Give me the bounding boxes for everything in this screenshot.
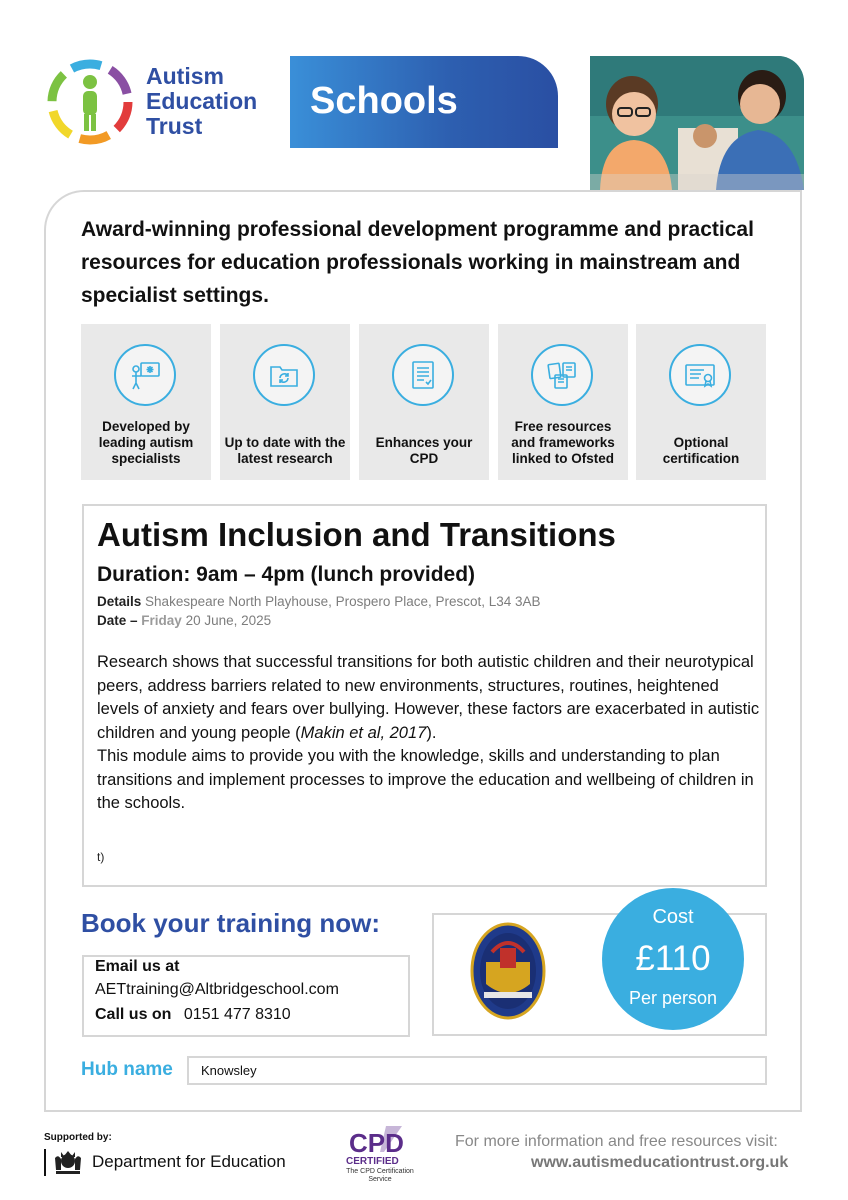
more-info-text: For more information and free resources visit: [455, 1133, 778, 1150]
cost-value: £110 [635, 939, 711, 978]
course-title: Autism Inclusion and Transitions [97, 516, 616, 553]
phone-label: Call us on [95, 1006, 172, 1023]
feature-label: Free resources and frameworks linked to Ofsted [511, 419, 615, 466]
school-crest-icon [470, 922, 546, 1020]
date-day: Friday [141, 613, 182, 628]
dfe-divider [44, 1149, 46, 1176]
details-label: Details [97, 594, 142, 609]
email-link[interactable]: AETtraining@Altbridgeschool.com [95, 981, 339, 998]
card-bottom-border [44, 1110, 802, 1112]
details-value: Shakespeare North Playhouse, Prospero Place, Prescot, L34 3AB [145, 594, 541, 609]
phone-number[interactable]: 0151 477 8310 [183, 1006, 291, 1023]
date-value: 20 June, 2025 [185, 613, 272, 628]
certificate-icon [669, 344, 731, 406]
email-label: Email us at [95, 958, 180, 975]
dfe-name: Department for Education [92, 1152, 286, 1171]
course-date [97, 613, 271, 628]
hub-label: Hub name [81, 1059, 173, 1080]
citation: Makin et al, 2017 [300, 723, 427, 742]
feature-tile [81, 324, 211, 480]
logo-line-2: Education [146, 88, 258, 114]
cpd-mark: CPD [349, 1128, 404, 1158]
feature-label: Optional certification [662, 435, 740, 466]
banner-title: Schools [310, 80, 458, 122]
cpd-certified: CERTIFIED [346, 1156, 399, 1167]
logo-line-3: Trust [146, 113, 203, 139]
description-p2: This module aims to provide you with the knowledge, skills and understanding to plan transitions and implement processes to improve the education and wellbeing of children in the schools. [97, 747, 754, 812]
logo-line-1: Autism [146, 63, 224, 89]
header-photo [590, 56, 804, 190]
course-details [97, 594, 541, 609]
document-check-icon [392, 344, 454, 406]
website-link[interactable]: www.autismeducationtrust.org.uk [531, 1154, 789, 1171]
teacher-board-icon [114, 344, 176, 406]
description-p1: Research shows that successful transitions for both autistic children and their neurotypical peers, address barriers related to new environments, structures, routines, heightened levels of anxiety and fears over bullying. However, these factors are exacerbated in autistic children and young people ( [97, 653, 760, 742]
date-label: Date – [97, 613, 138, 628]
feature-label: Up to date with the latest research [224, 435, 346, 466]
cost-label: Cost [652, 906, 694, 928]
feature-tile [220, 324, 350, 480]
feature-label: Developed by leading autism specialists [98, 419, 194, 466]
royal-crest-icon [52, 1148, 84, 1176]
aet-hands-ring-icon [40, 52, 140, 152]
course-duration: Duration: 9am – 4pm (lunch provided) [97, 563, 476, 586]
folder-refresh-icon [253, 344, 315, 406]
cost-per-person: Per person [628, 988, 718, 1008]
aet-logo-text [146, 64, 257, 139]
stray-text: t) [97, 850, 105, 864]
feature-tile [636, 324, 766, 480]
intro-text: Award-winning professional development programme and practical resources for education professionals working in mainstream and specialist settings. [81, 218, 754, 307]
supported-by: Supported by: [44, 1132, 112, 1143]
documents-icon [531, 344, 593, 406]
feature-tile [359, 324, 489, 480]
hub-name-field: Knowsley [187, 1056, 767, 1085]
schools-banner [290, 56, 558, 148]
feature-tile [498, 324, 628, 480]
description-p1-end: ). [426, 723, 437, 742]
course-description [97, 651, 762, 816]
cpd-service-text: The CPD Certification Service [346, 1168, 414, 1183]
feature-label: Enhances your CPD [375, 435, 473, 466]
book-heading: Book your training now: [81, 908, 380, 938]
phone-line [95, 1006, 291, 1024]
